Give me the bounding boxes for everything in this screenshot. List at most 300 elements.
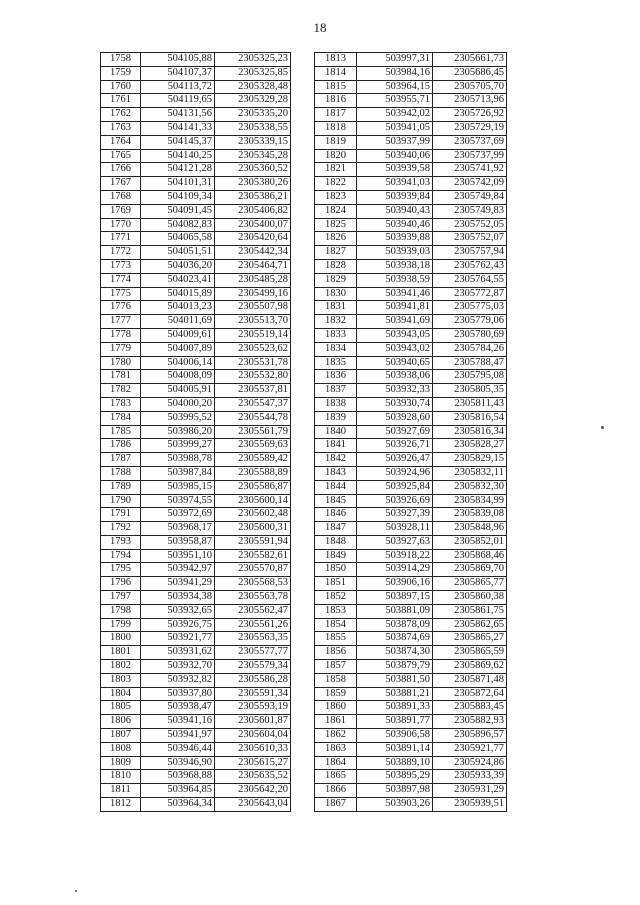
point-number: 1778 — [101, 328, 141, 342]
table-row — [101, 742, 291, 756]
y-coordinate: 2305661,73 — [433, 53, 507, 67]
table-row — [101, 591, 291, 605]
y-coordinate: 2305601,87 — [215, 715, 291, 729]
y-coordinate: 2305779,06 — [433, 315, 507, 329]
table-row — [315, 370, 507, 384]
x-coordinate: 503942,02 — [357, 108, 433, 122]
point-number: 1786 — [101, 439, 141, 453]
y-coordinate: 2305784,26 — [433, 342, 507, 356]
x-coordinate: 503937,99 — [357, 135, 433, 149]
x-coordinate: 503930,74 — [357, 397, 433, 411]
table-row — [315, 177, 507, 191]
x-coordinate: 504105,88 — [141, 53, 215, 67]
y-coordinate: 2305729,19 — [433, 121, 507, 135]
point-number: 1838 — [315, 397, 357, 411]
y-coordinate: 2305586,28 — [215, 673, 291, 687]
point-number: 1823 — [315, 190, 357, 204]
table-row — [101, 121, 291, 135]
point-number: 1866 — [315, 784, 357, 798]
x-coordinate: 503939,88 — [357, 232, 433, 246]
table-row — [101, 328, 291, 342]
x-coordinate: 503946,90 — [141, 756, 215, 770]
y-coordinate: 2305345,28 — [215, 149, 291, 163]
y-coordinate: 2305869,62 — [433, 660, 507, 674]
point-number: 1798 — [101, 604, 141, 618]
point-number: 1820 — [315, 149, 357, 163]
x-coordinate: 503938,06 — [357, 370, 433, 384]
y-coordinate: 2305882,93 — [433, 715, 507, 729]
point-number: 1833 — [315, 328, 357, 342]
y-coordinate: 2305600,31 — [215, 522, 291, 536]
table-row — [101, 770, 291, 784]
y-coordinate: 2305568,53 — [215, 577, 291, 591]
x-coordinate: 503984,16 — [357, 66, 433, 80]
table-row — [315, 563, 507, 577]
table-row — [315, 577, 507, 591]
y-coordinate: 2305686,45 — [433, 66, 507, 80]
point-number: 1779 — [101, 342, 141, 356]
point-number: 1763 — [101, 121, 141, 135]
table-row — [101, 108, 291, 122]
table-row — [315, 204, 507, 218]
y-coordinate: 2305896,57 — [433, 729, 507, 743]
table-row — [315, 397, 507, 411]
table-row — [315, 632, 507, 646]
x-coordinate: 503906,58 — [357, 729, 433, 743]
point-number: 1761 — [101, 94, 141, 108]
y-coordinate: 2305577,77 — [215, 646, 291, 660]
point-number: 1821 — [315, 163, 357, 177]
x-coordinate: 503927,39 — [357, 508, 433, 522]
point-number: 1822 — [315, 177, 357, 191]
table-row — [315, 384, 507, 398]
point-number: 1857 — [315, 660, 357, 674]
point-number: 1770 — [101, 218, 141, 232]
y-coordinate: 2305868,46 — [433, 549, 507, 563]
table-row — [315, 411, 507, 425]
x-coordinate: 504131,56 — [141, 108, 215, 122]
table-row — [101, 480, 291, 494]
table-row — [315, 522, 507, 536]
y-coordinate: 2305861,75 — [433, 604, 507, 618]
x-coordinate: 504013,23 — [141, 301, 215, 315]
point-number: 1863 — [315, 742, 357, 756]
y-coordinate: 2305544,78 — [215, 411, 291, 425]
table-row — [101, 259, 291, 273]
x-coordinate: 503951,10 — [141, 549, 215, 563]
x-coordinate: 503946,44 — [141, 742, 215, 756]
y-coordinate: 2305360,52 — [215, 163, 291, 177]
y-coordinate: 2305563,78 — [215, 591, 291, 605]
y-coordinate: 2305805,35 — [433, 384, 507, 398]
x-coordinate: 504008,09 — [141, 370, 215, 384]
point-number: 1775 — [101, 287, 141, 301]
table-row — [315, 66, 507, 80]
x-coordinate: 504082,83 — [141, 218, 215, 232]
point-number: 1764 — [101, 135, 141, 149]
y-coordinate: 2305591,34 — [215, 687, 291, 701]
x-coordinate: 503940,06 — [357, 149, 433, 163]
x-coordinate: 503906,16 — [357, 577, 433, 591]
coordinates-table-left — [100, 52, 291, 812]
y-coordinate: 2305871,48 — [433, 673, 507, 687]
y-coordinate: 2305775,03 — [433, 301, 507, 315]
x-coordinate: 503943,02 — [357, 342, 433, 356]
point-number: 1800 — [101, 632, 141, 646]
table-row — [101, 204, 291, 218]
x-coordinate: 503941,05 — [357, 121, 433, 135]
table-row — [315, 784, 507, 798]
point-number: 1774 — [101, 273, 141, 287]
table-row — [315, 742, 507, 756]
x-coordinate: 504006,14 — [141, 356, 215, 370]
y-coordinate: 2305795,08 — [433, 370, 507, 384]
y-coordinate: 2305642,20 — [215, 784, 291, 798]
table-row — [315, 273, 507, 287]
x-coordinate: 503926,69 — [357, 494, 433, 508]
y-coordinate: 2305865,59 — [433, 646, 507, 660]
y-coordinate: 2305737,69 — [433, 135, 507, 149]
y-coordinate: 2305563,35 — [215, 632, 291, 646]
x-coordinate: 503974,55 — [141, 494, 215, 508]
point-number: 1788 — [101, 466, 141, 480]
x-coordinate: 503939,84 — [357, 190, 433, 204]
table-row — [101, 673, 291, 687]
point-number: 1836 — [315, 370, 357, 384]
point-number: 1816 — [315, 94, 357, 108]
point-number: 1849 — [315, 549, 357, 563]
table-row — [315, 549, 507, 563]
page-number: 18 — [313, 20, 327, 35]
y-coordinate: 2305741,92 — [433, 163, 507, 177]
table-row — [101, 687, 291, 701]
x-coordinate: 503987,84 — [141, 466, 215, 480]
x-coordinate: 503985,15 — [141, 480, 215, 494]
x-coordinate: 503941,16 — [141, 715, 215, 729]
y-coordinate: 2305604,04 — [215, 729, 291, 743]
point-number: 1837 — [315, 384, 357, 398]
point-number: 1853 — [315, 604, 357, 618]
table-row — [315, 218, 507, 232]
x-coordinate: 503897,15 — [357, 591, 433, 605]
x-coordinate: 503943,05 — [357, 328, 433, 342]
y-coordinate: 2305705,70 — [433, 80, 507, 94]
table-row — [101, 66, 291, 80]
y-coordinate: 2305643,04 — [215, 798, 291, 812]
point-number: 1867 — [315, 798, 357, 812]
y-coordinate: 2305561,26 — [215, 618, 291, 632]
table-row — [101, 94, 291, 108]
table-row — [315, 287, 507, 301]
y-coordinate: 2305816,34 — [433, 425, 507, 439]
table-row — [315, 715, 507, 729]
y-coordinate: 2305561,79 — [215, 425, 291, 439]
table-row — [315, 687, 507, 701]
point-number: 1765 — [101, 149, 141, 163]
point-number: 1842 — [315, 453, 357, 467]
x-coordinate: 504000,20 — [141, 397, 215, 411]
y-coordinate: 2305713,96 — [433, 94, 507, 108]
point-number: 1841 — [315, 439, 357, 453]
table-row — [315, 508, 507, 522]
table-row — [315, 756, 507, 770]
y-coordinate: 2305338,55 — [215, 121, 291, 135]
point-number: 1840 — [315, 425, 357, 439]
x-coordinate: 503931,62 — [141, 646, 215, 660]
x-coordinate: 503925,84 — [357, 480, 433, 494]
x-coordinate: 503937,80 — [141, 687, 215, 701]
table-row — [101, 604, 291, 618]
y-coordinate: 2305832,30 — [433, 480, 507, 494]
point-number: 1830 — [315, 287, 357, 301]
table-row — [101, 342, 291, 356]
table-row — [315, 494, 507, 508]
y-coordinate: 2305852,01 — [433, 535, 507, 549]
x-coordinate: 503932,33 — [357, 384, 433, 398]
y-coordinate: 2305764,55 — [433, 273, 507, 287]
table-row — [101, 508, 291, 522]
x-coordinate: 504091,45 — [141, 204, 215, 218]
table-row — [101, 53, 291, 67]
y-coordinate: 2305531,78 — [215, 356, 291, 370]
point-number: 1839 — [315, 411, 357, 425]
point-number: 1826 — [315, 232, 357, 246]
table-row — [101, 522, 291, 536]
table-row — [315, 232, 507, 246]
x-coordinate: 503988,78 — [141, 453, 215, 467]
x-coordinate: 503926,47 — [357, 453, 433, 467]
point-number: 1805 — [101, 701, 141, 715]
x-coordinate: 503878,09 — [357, 618, 433, 632]
point-number: 1806 — [101, 715, 141, 729]
table-row — [101, 453, 291, 467]
y-coordinate: 2305924,86 — [433, 756, 507, 770]
table-row — [101, 632, 291, 646]
point-number: 1834 — [315, 342, 357, 356]
x-coordinate: 504119,65 — [141, 94, 215, 108]
y-coordinate: 2305420,64 — [215, 232, 291, 246]
x-coordinate: 504145,37 — [141, 135, 215, 149]
table-row — [101, 535, 291, 549]
point-number: 1758 — [101, 53, 141, 67]
point-number: 1825 — [315, 218, 357, 232]
point-number: 1767 — [101, 177, 141, 191]
y-coordinate: 2305570,87 — [215, 563, 291, 577]
table-row — [315, 660, 507, 674]
table-row — [315, 342, 507, 356]
table-row — [101, 177, 291, 191]
table-row — [315, 356, 507, 370]
x-coordinate: 503914,29 — [357, 563, 433, 577]
point-number: 1832 — [315, 315, 357, 329]
table-row — [315, 770, 507, 784]
table-row — [101, 549, 291, 563]
y-coordinate: 2305757,94 — [433, 246, 507, 260]
table-row — [101, 397, 291, 411]
y-coordinate: 2305872,64 — [433, 687, 507, 701]
x-coordinate: 503938,47 — [141, 701, 215, 715]
point-number: 1771 — [101, 232, 141, 246]
y-coordinate: 2305400,07 — [215, 218, 291, 232]
table-row — [315, 80, 507, 94]
x-coordinate: 504015,89 — [141, 287, 215, 301]
table-row — [315, 701, 507, 715]
table-row — [315, 259, 507, 273]
point-number: 1804 — [101, 687, 141, 701]
point-number: 1846 — [315, 508, 357, 522]
x-coordinate: 504036,20 — [141, 259, 215, 273]
point-number: 1789 — [101, 480, 141, 494]
y-coordinate: 2305532,80 — [215, 370, 291, 384]
x-coordinate: 503928,60 — [357, 411, 433, 425]
x-coordinate: 503964,85 — [141, 784, 215, 798]
point-number: 1851 — [315, 577, 357, 591]
table-row — [101, 618, 291, 632]
y-coordinate: 2305380,26 — [215, 177, 291, 191]
y-coordinate: 2305749,83 — [433, 204, 507, 218]
point-number: 1828 — [315, 259, 357, 273]
table-row — [101, 190, 291, 204]
point-number: 1835 — [315, 356, 357, 370]
x-coordinate: 503927,63 — [357, 535, 433, 549]
x-coordinate: 504121,28 — [141, 163, 215, 177]
point-number: 1785 — [101, 425, 141, 439]
x-coordinate: 503955,71 — [357, 94, 433, 108]
point-number: 1829 — [315, 273, 357, 287]
point-number: 1824 — [315, 204, 357, 218]
y-coordinate: 2305749,84 — [433, 190, 507, 204]
x-coordinate: 503940,46 — [357, 218, 433, 232]
y-coordinate: 2305839,08 — [433, 508, 507, 522]
x-coordinate: 503938,18 — [357, 259, 433, 273]
y-coordinate: 2305829,15 — [433, 453, 507, 467]
point-number: 1860 — [315, 701, 357, 715]
point-number: 1776 — [101, 301, 141, 315]
y-coordinate: 2305848,96 — [433, 522, 507, 536]
x-coordinate: 504101,31 — [141, 177, 215, 191]
point-number: 1859 — [315, 687, 357, 701]
y-coordinate: 2305569,63 — [215, 439, 291, 453]
x-coordinate: 503986,20 — [141, 425, 215, 439]
x-coordinate: 503940,65 — [357, 356, 433, 370]
y-coordinate: 2305939,51 — [433, 798, 507, 812]
y-coordinate: 2305737,99 — [433, 149, 507, 163]
x-coordinate: 504107,37 — [141, 66, 215, 80]
table-row — [315, 439, 507, 453]
y-coordinate: 2305329,28 — [215, 94, 291, 108]
x-coordinate: 503881,09 — [357, 604, 433, 618]
x-coordinate: 503958,87 — [141, 535, 215, 549]
y-coordinate: 2305931,29 — [433, 784, 507, 798]
point-number: 1809 — [101, 756, 141, 770]
table-row — [101, 466, 291, 480]
y-coordinate: 2305386,21 — [215, 190, 291, 204]
x-coordinate: 503939,58 — [357, 163, 433, 177]
x-coordinate: 503895,29 — [357, 770, 433, 784]
x-coordinate: 503942,97 — [141, 563, 215, 577]
x-coordinate: 503941,03 — [357, 177, 433, 191]
table-row — [315, 108, 507, 122]
point-number: 1845 — [315, 494, 357, 508]
y-coordinate: 2305788,47 — [433, 356, 507, 370]
table-row — [315, 135, 507, 149]
table-row — [315, 604, 507, 618]
point-number: 1862 — [315, 729, 357, 743]
x-coordinate: 503891,77 — [357, 715, 433, 729]
table-row — [315, 121, 507, 135]
point-number: 1844 — [315, 480, 357, 494]
y-coordinate: 2305828,27 — [433, 439, 507, 453]
y-coordinate: 2305752,05 — [433, 218, 507, 232]
y-coordinate: 2305579,34 — [215, 660, 291, 674]
x-coordinate: 503941,29 — [141, 577, 215, 591]
y-coordinate: 2305772,87 — [433, 287, 507, 301]
x-coordinate: 503938,59 — [357, 273, 433, 287]
x-coordinate: 503997,31 — [357, 53, 433, 67]
table-row — [315, 535, 507, 549]
point-number: 1792 — [101, 522, 141, 536]
table-row — [101, 439, 291, 453]
table-row — [101, 798, 291, 812]
x-coordinate: 503968,88 — [141, 770, 215, 784]
point-number: 1814 — [315, 66, 357, 80]
x-coordinate: 503941,46 — [357, 287, 433, 301]
table-row — [101, 384, 291, 398]
table-row — [315, 315, 507, 329]
x-coordinate: 503941,97 — [141, 729, 215, 743]
y-coordinate: 2305593,19 — [215, 701, 291, 715]
x-coordinate: 504141,33 — [141, 121, 215, 135]
table-row — [315, 149, 507, 163]
x-coordinate: 504009,61 — [141, 328, 215, 342]
point-number: 1784 — [101, 411, 141, 425]
table-row — [315, 328, 507, 342]
table-row — [315, 646, 507, 660]
table-row — [315, 190, 507, 204]
coordinates-table-right — [314, 52, 507, 812]
table-row — [315, 480, 507, 494]
y-coordinate: 2305464,71 — [215, 259, 291, 273]
x-coordinate: 503941,69 — [357, 315, 433, 329]
y-coordinate: 2305591,94 — [215, 535, 291, 549]
y-coordinate: 2305325,85 — [215, 66, 291, 80]
table-row — [101, 494, 291, 508]
point-number: 1861 — [315, 715, 357, 729]
table-row — [101, 563, 291, 577]
y-coordinate: 2305860,38 — [433, 591, 507, 605]
x-coordinate: 503934,38 — [141, 591, 215, 605]
y-coordinate: 2305811,43 — [433, 397, 507, 411]
table-row — [101, 246, 291, 260]
table-row — [315, 425, 507, 439]
point-number: 1791 — [101, 508, 141, 522]
table-row — [101, 80, 291, 94]
point-number: 1810 — [101, 770, 141, 784]
table-row — [101, 646, 291, 660]
y-coordinate: 2305726,92 — [433, 108, 507, 122]
table-row — [315, 246, 507, 260]
point-number: 1803 — [101, 673, 141, 687]
scan-speck — [601, 426, 604, 429]
y-coordinate: 2305547,37 — [215, 397, 291, 411]
point-number: 1854 — [315, 618, 357, 632]
table-row — [315, 673, 507, 687]
x-coordinate: 504109,34 — [141, 190, 215, 204]
x-coordinate: 503964,34 — [141, 798, 215, 812]
table-row — [101, 287, 291, 301]
x-coordinate: 503874,30 — [357, 646, 433, 660]
point-number: 1831 — [315, 301, 357, 315]
